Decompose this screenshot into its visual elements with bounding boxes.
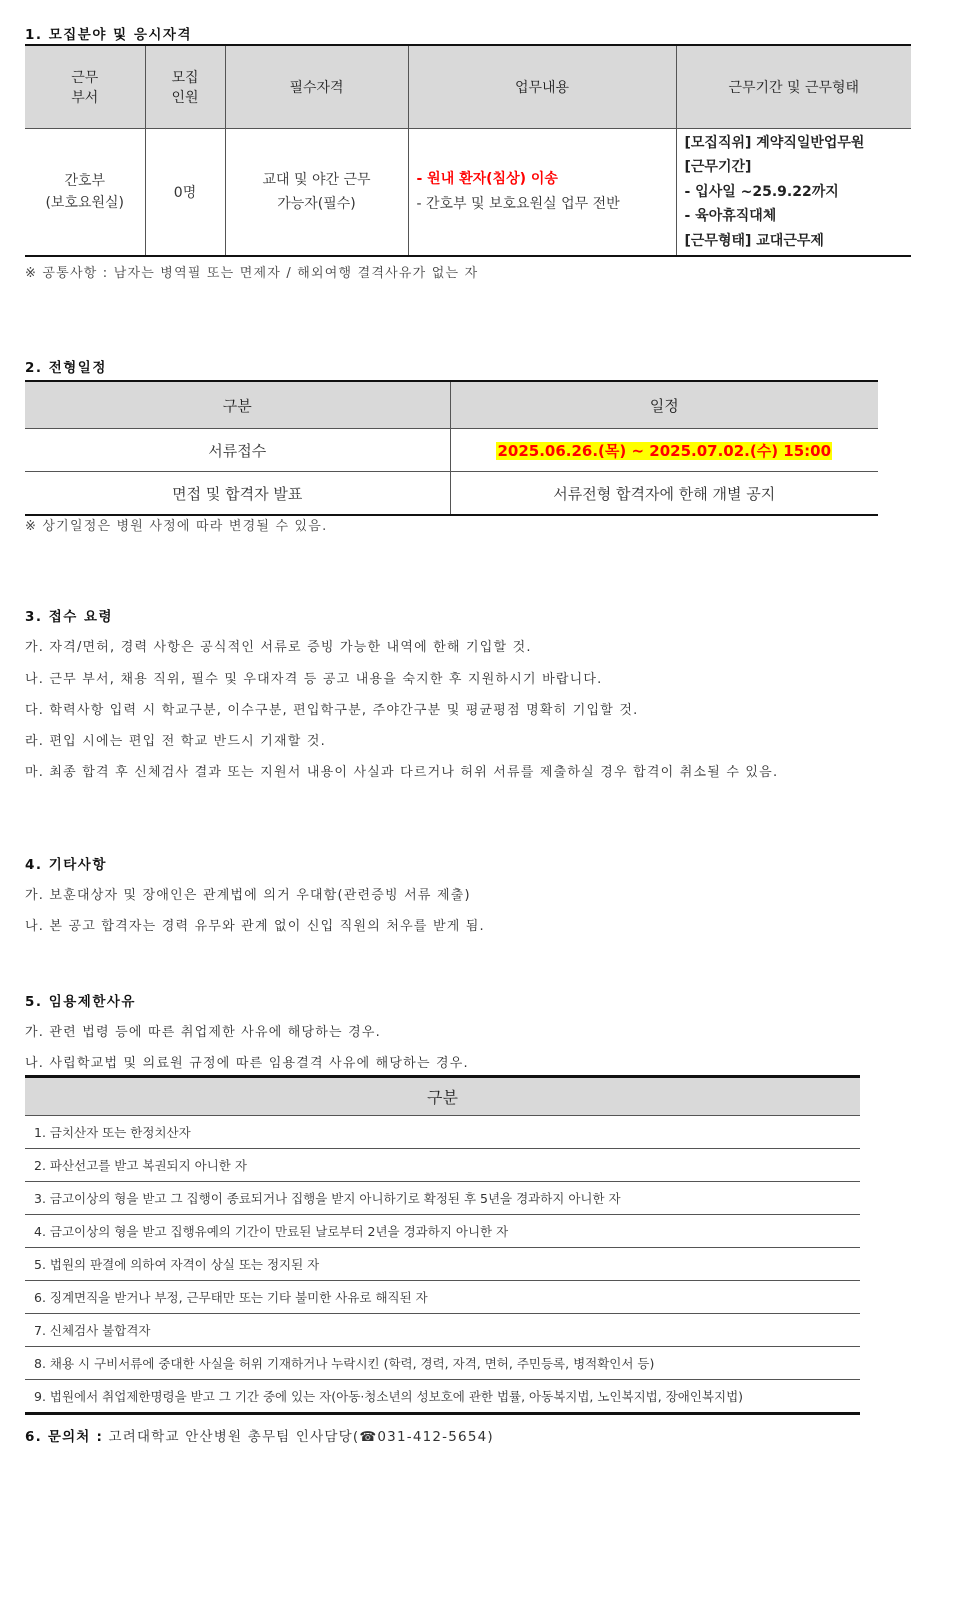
row-category: 면접 및 합격자 발표 [172,484,303,503]
contact-phone: 031-412-5654 [377,1429,488,1445]
duty-normal: - 간호부 및 보호요원실 업무 전반 [416,196,620,212]
header-period: 근무기간 및 근무형태 [676,45,911,129]
header-category: 구분 [25,1077,860,1116]
header-qualification: 필수자격 [225,45,408,129]
header-schedule: 일정 [450,381,878,429]
recruitment-table [25,44,911,257]
restriction-table [25,1075,860,1415]
section1-title: 1. 모집분야 및 응시자격 [25,27,192,43]
list-item: 마. 최종 합격 후 신체검사 결과 또는 지원서 내용이 사실과 다르거나 허위 서류를 제출하실 경우 합격이 취소될 수 있음. [25,765,779,780]
list-item: 나. 사립학교법 및 의료원 규정에 따른 임용결격 사유에 해당하는 경우. [25,1056,469,1071]
header-dept: 근무 부서 [25,45,145,129]
table-row: 2. 파산선고를 받고 복권되지 아니한 자 [25,1149,860,1182]
header-count: 모집 인원 [145,45,225,129]
list-item: 나. 근무 부서, 채용 직위, 필수 및 우대자격 등 공고 내용을 숙지한 후 지원하시기 바랍니다. [25,672,603,687]
cell-qualification: 교대 및 야간 근무 가능자(필수) [225,129,408,257]
table-row: 7. 신체검사 불합격자 [25,1314,860,1347]
table-row: 3. 금고이상의 형을 받고 그 집행이 종료되거나 집행을 받지 아니하기로 확정된 후 5년을 경과하지 아니한 자 [25,1182,860,1215]
table-row: 6. 징계면직을 받거나 부정, 근무태만 또는 기타 불미한 사유로 해직된 자 [25,1281,860,1314]
table-row: 1. 금치산자 또는 한정치산자 [25,1116,860,1149]
table-row: 9. 법원에서 취업제한명령을 받고 그 기간 중에 있는 자(아동·청소년의 성보호에 관한 법률, 아동복지법, 노인복지법, 장애인복지법) [34,1389,744,1404]
schedule-table [25,380,878,516]
section5-title: 5. 임용제한사유 [25,994,136,1010]
cell-count: 0명 [145,129,225,257]
cell-duty [408,129,676,257]
table-row: 5. 법원의 판결에 의하여 자격이 상실 또는 정지된 자 [25,1248,860,1281]
table-row: 4. 금고이상의 형을 받고 집행유예의 기간이 만료된 날로부터 2년을 경과하지 아니한 자 [25,1215,860,1248]
duty-highlight: - 원내 환자(침상) 이송 [416,171,558,187]
list-item: 라. 편입 시에는 편입 전 학교 반드시 기재할 것. [25,734,326,749]
list-item: 나. 본 공고 합격자는 경력 유무와 관계 없이 신입 직원의 처우를 받게 됨. [25,919,485,934]
list-item: 가. 자격/면허, 경력 사항은 공식적인 서류로 증빙 가능한 내역에 한해 기입할 것. [25,640,532,655]
header-category: 구분 [25,381,450,429]
section1-note: ※ 공통사항 : 남자는 병역필 또는 면제자 / 해외여행 결격사유가 없는 자 [25,266,479,281]
table-row: 8. 채용 시 구비서류에 중대한 사실을 허위 기재하거나 누락시킨 (학력, 경력, 자격, 면허, 주민등록, 병적확인서 등) [25,1347,860,1380]
section4-title: 4. 기타사항 [25,857,107,873]
list-item: 다. 학력사항 입력 시 학교구분, 이수구분, 편입학구분, 주야간구분 및 평균평점 명확히 기입할 것. [25,703,639,718]
phone-icon: ☎ [359,1429,378,1445]
section6-title: 6. 문의처 : [25,1429,104,1445]
row-category: 서류접수 [25,429,450,472]
row-schedule [450,429,878,472]
list-item: 가. 관련 법령 등에 따른 취업제한 사유에 해당하는 경우. [25,1025,381,1040]
section3-title: 3. 접수 요령 [25,609,114,625]
header-duty: 업무내용 [408,45,676,129]
list-item: 가. 보훈대상자 및 장애인은 관계법에 의거 우대함(관련증빙 서류 제출) [25,888,471,903]
contact-prefix: 고려대학교 안산병원 총무팀 인사담당( [108,1429,360,1445]
cell-period: [모집직위] 계약직일반업무원 [근무기간] - 입사일 ~25.9.22까지 - 육아휴직대체 [근무형태] 교대근무제 [676,129,911,257]
section2-title: 2. 전형일정 [25,360,107,376]
cell-dept: 간호부 (보호요원실) [25,129,145,257]
row-schedule: 서류전형 합격자에 한해 개별 공지 [450,472,878,516]
section2-note: ※ 상기일정은 병원 사정에 따라 변경될 수 있음. [25,519,328,534]
contact-line: 6. 문의처 : 고려대학교 안산병원 총무팀 인사담당(☎031-412-5654) [25,1429,494,1445]
schedule-highlight: 2025.06.26.(목) ~ 2025.07.02.(수) 15:00 [497,441,832,460]
